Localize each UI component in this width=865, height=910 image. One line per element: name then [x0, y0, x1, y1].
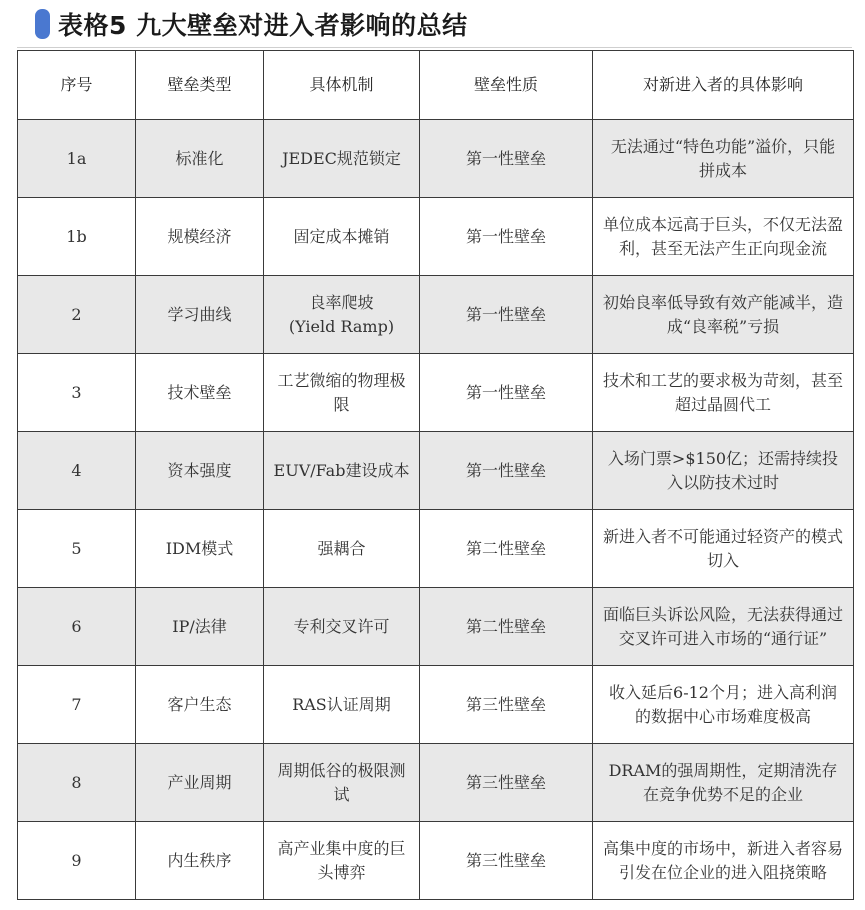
cell-nature: 第二性壁垒	[420, 510, 593, 588]
table-row	[18, 510, 854, 588]
cell-impact: 收入延后6-12个月；进入高利润的数据中心市场难度极高	[593, 666, 854, 744]
cell-mechanism: JEDEC规范锁定	[264, 120, 420, 198]
mechanism-line-1: 良率爬坡	[309, 292, 374, 312]
cell-index: 8	[18, 744, 136, 822]
cell-index: 9	[18, 822, 136, 900]
cell-mechanism: 固定成本摊销	[264, 198, 420, 276]
column-header-mechanism: 具体机制	[264, 51, 420, 120]
cell-nature: 第一性壁垒	[420, 354, 593, 432]
cell-impact: 单位成本远高于巨头，不仅无法盈利，甚至无法产生正向现金流	[593, 198, 854, 276]
cell-mechanism: 强耦合	[264, 510, 420, 588]
cell-index: 2	[18, 276, 136, 354]
cell-nature: 第三性壁垒	[420, 744, 593, 822]
cell-nature: 第一性壁垒	[420, 432, 593, 510]
cell-impact: 无法通过“特色功能”溢价，只能拼成本	[593, 120, 854, 198]
cell-impact: 入场门票>$150亿；还需持续投入以防技术过时	[593, 432, 854, 510]
cell-impact: 新进入者不可能通过轻资产的模式切入	[593, 510, 854, 588]
cell-type: 资本强度	[136, 432, 264, 510]
barrier-summary-table	[17, 50, 854, 900]
cell-type: IDM模式	[136, 510, 264, 588]
title-accent-marker	[35, 9, 50, 39]
cell-impact: DRAM的强周期性，定期清洗存在竞争优势不足的企业	[593, 744, 854, 822]
table-row	[18, 822, 854, 900]
cell-type: 产业周期	[136, 744, 264, 822]
cell-nature: 第一性壁垒	[420, 276, 593, 354]
cell-index: 1a	[18, 120, 136, 198]
cell-impact: 面临巨头诉讼风险，无法获得通过交叉许可进入市场的“通行证”	[593, 588, 854, 666]
column-header-impact: 对新进入者的具体影响	[593, 51, 854, 120]
cell-impact: 技术和工艺的要求极为苛刻，甚至超过晶圆代工	[593, 354, 854, 432]
cell-type: 标准化	[136, 120, 264, 198]
cell-index: 4	[18, 432, 136, 510]
cell-type: 学习曲线	[136, 276, 264, 354]
cell-nature: 第二性壁垒	[420, 588, 593, 666]
cell-index: 3	[18, 354, 136, 432]
cell-mechanism: 周期低谷的极限测试	[264, 744, 420, 822]
cell-type: 客户生态	[136, 666, 264, 744]
table-row	[18, 744, 854, 822]
cell-type: 内生秩序	[136, 822, 264, 900]
cell-index: 1b	[18, 198, 136, 276]
title-bar	[0, 0, 865, 48]
cell-mechanism: 工艺微缩的物理极限	[264, 354, 420, 432]
table-row	[18, 588, 854, 666]
cell-mechanism	[264, 276, 420, 354]
cell-mechanism: 高产业集中度的巨头博弈	[264, 822, 420, 900]
cell-index: 5	[18, 510, 136, 588]
table-row	[18, 666, 854, 744]
column-header-type: 壁垒类型	[136, 51, 264, 120]
cell-index: 6	[18, 588, 136, 666]
column-header-index: 序号	[18, 51, 136, 120]
table-row	[18, 198, 854, 276]
table-header-row	[18, 51, 854, 120]
page-title: 表格5 九大壁垒对进入者影响的总结	[58, 11, 468, 40]
cell-impact: 高集中度的市场中，新进入者容易引发在位企业的进入阻挠策略	[593, 822, 854, 900]
cell-nature: 第一性壁垒	[420, 120, 593, 198]
cell-impact: 初始良率低导致有效产能减半，造成“良率税”亏损	[593, 276, 854, 354]
cell-mechanism: RAS认证周期	[264, 666, 420, 744]
title-divider	[17, 47, 852, 48]
cell-type: 规模经济	[136, 198, 264, 276]
cell-mechanism: EUV/Fab建设成本	[264, 432, 420, 510]
cell-type: IP/法律	[136, 588, 264, 666]
column-header-nature: 壁垒性质	[420, 51, 593, 120]
cell-nature: 第三性壁垒	[420, 822, 593, 900]
table-row	[18, 432, 854, 510]
cell-nature: 第一性壁垒	[420, 198, 593, 276]
cell-nature: 第三性壁垒	[420, 666, 593, 744]
table-row	[18, 276, 854, 354]
cell-mechanism: 专利交叉许可	[264, 588, 420, 666]
table-row	[18, 354, 854, 432]
cell-type: 技术壁垒	[136, 354, 264, 432]
cell-index: 7	[18, 666, 136, 744]
mechanism-line-2: (Yield Ramp)	[288, 316, 395, 336]
table-row	[18, 120, 854, 198]
